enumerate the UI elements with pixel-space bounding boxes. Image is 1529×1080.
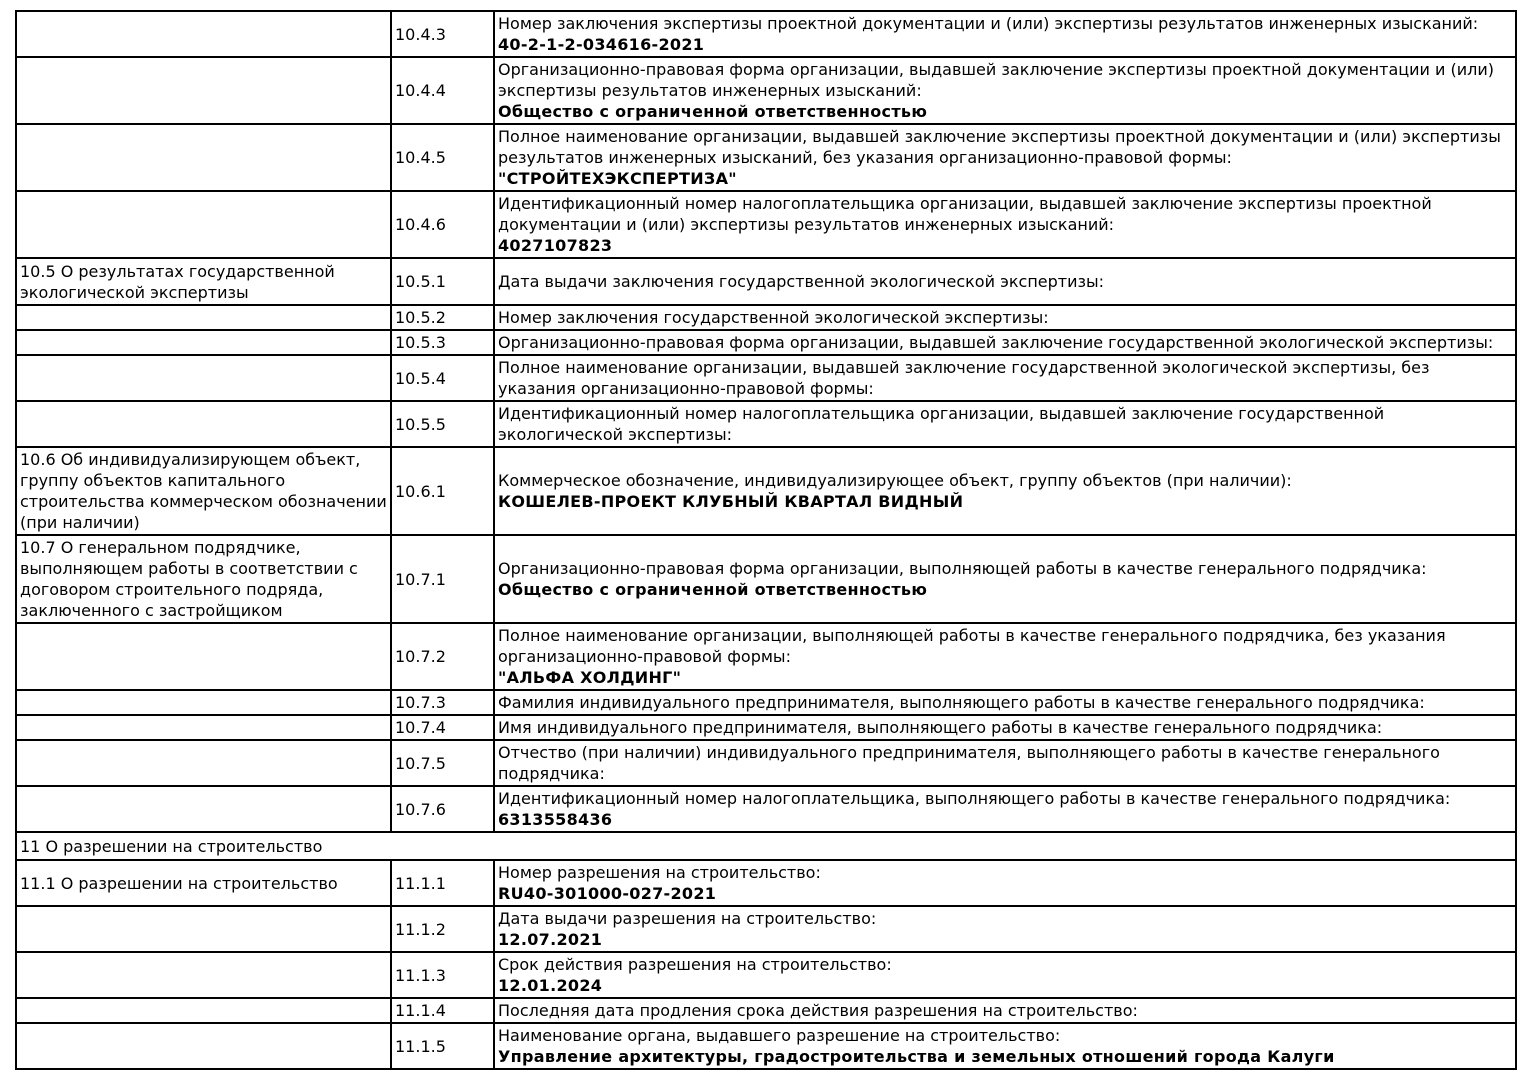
item-number-cell: 10.4.4	[391, 57, 494, 124]
field-value: Управление архитектуры, градостроительства и земельных отношений города Калуги	[498, 1047, 1335, 1066]
section-cell	[16, 690, 391, 715]
description-cell	[494, 690, 1516, 715]
field-label: Полное наименование организации, выполняющей работы в качестве генерального подрядчика, без указания организационно-правовой формы:	[498, 626, 1446, 666]
field-label: Срок действия разрешения на строительство:	[498, 955, 892, 974]
item-number-cell: 10.7.3	[391, 690, 494, 715]
description-cell	[494, 998, 1516, 1023]
field-value: RU40-301000-027-2021	[498, 884, 717, 903]
item-number-cell: 10.5.4	[391, 355, 494, 401]
section-cell	[16, 355, 391, 401]
item-number-cell: 10.7.1	[391, 535, 494, 623]
description-cell	[494, 305, 1516, 330]
item-number-cell: 10.6.1	[391, 447, 494, 535]
table-row	[16, 998, 1516, 1023]
section-cell	[16, 401, 391, 447]
item-number-cell: 10.7.6	[391, 786, 494, 832]
description-cell	[494, 330, 1516, 355]
table-row	[16, 740, 1516, 786]
section-cell	[16, 998, 391, 1023]
description-cell	[494, 1023, 1516, 1069]
section-cell	[16, 191, 391, 258]
description-cell	[494, 191, 1516, 258]
item-number-cell: 10.5.5	[391, 401, 494, 447]
item-number-cell: 10.7.2	[391, 623, 494, 690]
description-cell	[494, 740, 1516, 786]
field-label: Организационно-правовая форма организации, выполняющей работы в качестве генерального подрядчика:	[498, 559, 1427, 578]
field-value: 12.01.2024	[498, 976, 603, 995]
section-cell	[16, 952, 391, 998]
field-label: Отчество (при наличии) индивидуального предпринимателя, выполняющего работы в качестве генерального подрядчика:	[498, 743, 1440, 783]
table-row	[16, 535, 1516, 623]
table-row	[16, 623, 1516, 690]
item-number-cell: 10.5.3	[391, 330, 494, 355]
section-cell	[16, 124, 391, 191]
description-cell	[494, 952, 1516, 998]
description-cell	[494, 860, 1516, 906]
description-cell	[494, 57, 1516, 124]
section-header-row	[16, 832, 1516, 860]
description-cell	[494, 124, 1516, 191]
section-cell	[16, 1023, 391, 1069]
field-label: Наименование органа, выдавшего разрешение на строительство:	[498, 1026, 1061, 1045]
table-row	[16, 57, 1516, 124]
description-cell	[494, 623, 1516, 690]
field-label: Коммерческое обозначение, индивидуализирующее объект, группу объектов (при наличии):	[498, 471, 1292, 490]
table-row	[16, 952, 1516, 998]
item-number-cell: 10.5.2	[391, 305, 494, 330]
field-value: 4027107823	[498, 236, 613, 255]
section-cell	[16, 305, 391, 330]
field-label: Организационно-правовая форма организации, выдавшей заключение государственной экологической экспертизы:	[498, 333, 1494, 352]
field-label: Идентификационный номер налогоплательщика организации, выдавшей заключение государственной экологической экспертизы:	[498, 404, 1385, 444]
item-number-cell: 11.1.5	[391, 1023, 494, 1069]
item-number-cell: 11.1.2	[391, 906, 494, 952]
field-label: Имя индивидуального предпринимателя, выполняющего работы в качестве генерального подрядчика:	[498, 718, 1383, 737]
item-number-cell: 10.4.6	[391, 191, 494, 258]
table-row	[16, 305, 1516, 330]
field-value: 12.07.2021	[498, 930, 603, 949]
table-row	[16, 355, 1516, 401]
section-cell	[16, 57, 391, 124]
table-row	[16, 1023, 1516, 1069]
section-cell: 10.5 О результатах государственной экологической экспертизы	[16, 258, 391, 305]
table-row	[16, 447, 1516, 535]
table-row	[16, 191, 1516, 258]
field-value: "СТРОЙТЕХЭКСПЕРТИЗА"	[498, 169, 737, 188]
description-cell	[494, 535, 1516, 623]
description-cell	[494, 906, 1516, 952]
item-number-cell: 10.4.3	[391, 11, 494, 57]
description-cell	[494, 447, 1516, 535]
field-label: Номер заключения государственной экологической экспертизы:	[498, 308, 1049, 327]
item-number-cell: 10.4.5	[391, 124, 494, 191]
field-value: Общество с ограниченной ответственностью	[498, 580, 928, 599]
item-number-cell: 11.1.3	[391, 952, 494, 998]
table-row	[16, 690, 1516, 715]
field-label: Дата выдачи разрешения на строительство:	[498, 909, 877, 928]
description-cell	[494, 715, 1516, 740]
table-row	[16, 258, 1516, 305]
field-label: Идентификационный номер налогоплательщика организации, выдавшей заключение экспертизы проектной документации и (или) экспертизы результатов инженерных изысканий:	[498, 194, 1432, 234]
field-label: Организационно-правовая форма организации, выдавшей заключение экспертизы проектной документации и (или) экспертизы результатов инженерных изысканий:	[498, 60, 1495, 100]
section-cell	[16, 623, 391, 690]
section-cell	[16, 715, 391, 740]
table-row	[16, 330, 1516, 355]
table-row	[16, 715, 1516, 740]
field-label: Дата выдачи заключения государственной экологической экспертизы:	[498, 272, 1105, 291]
section-cell	[16, 786, 391, 832]
table-row	[16, 860, 1516, 906]
declaration-table	[15, 10, 1517, 1070]
section-cell	[16, 330, 391, 355]
description-cell	[494, 401, 1516, 447]
description-cell	[494, 786, 1516, 832]
table-row	[16, 11, 1516, 57]
section-cell: 10.6 Об индивидуализирующем объект, группу объектов капитального строительства коммерческом обозначении (при наличии)	[16, 447, 391, 535]
section-header-cell: 11 О разрешении на строительство	[16, 832, 1516, 860]
table-row	[16, 906, 1516, 952]
field-value: "АЛЬФА ХОЛДИНГ"	[498, 668, 682, 687]
description-cell	[494, 355, 1516, 401]
table-row	[16, 401, 1516, 447]
item-number-cell: 10.7.4	[391, 715, 494, 740]
field-value: 40-2-1-2-034616-2021	[498, 35, 705, 54]
section-cell	[16, 11, 391, 57]
section-cell: 10.7 О генеральном подрядчике, выполняющем работы в соответствии с договором строительного подряда, заключенного с застройщиком	[16, 535, 391, 623]
field-value: Общество с ограниченной ответственностью	[498, 102, 928, 121]
item-number-cell: 10.5.1	[391, 258, 494, 305]
field-label: Фамилия индивидуального предпринимателя, выполняющего работы в качестве генерального подрядчика:	[498, 693, 1425, 712]
field-label: Номер заключения экспертизы проектной документации и (или) экспертизы результатов инженерных изысканий:	[498, 14, 1479, 33]
field-value: 6313558436	[498, 810, 613, 829]
item-number-cell: 11.1.4	[391, 998, 494, 1023]
description-cell	[494, 258, 1516, 305]
field-label: Полное наименование организации, выдавшей заключение экспертизы проектной документации и (или) экспертизы результатов инженерных изысканий, без указания организационно-правовой формы:	[498, 127, 1501, 167]
description-cell	[494, 11, 1516, 57]
field-label: Полное наименование организации, выдавшей заключение государственной экологической экспертизы, без указания организационно-правовой формы:	[498, 358, 1430, 398]
table-row	[16, 124, 1516, 191]
section-cell	[16, 740, 391, 786]
field-label: Последняя дата продления срока действия разрешения на строительство:	[498, 1001, 1138, 1020]
item-number-cell: 11.1.1	[391, 860, 494, 906]
section-cell: 11.1 О разрешении на строительство	[16, 860, 391, 906]
table-row	[16, 786, 1516, 832]
section-cell	[16, 906, 391, 952]
item-number-cell: 10.7.5	[391, 740, 494, 786]
field-label: Номер разрешения на строительство:	[498, 863, 821, 882]
field-value: КОШЕЛЕВ-ПРОЕКТ КЛУБНЫЙ КВАРТАЛ ВИДНЫЙ	[498, 492, 964, 511]
field-label: Идентификационный номер налогоплательщика, выполняющего работы в качестве генерального подрядчика:	[498, 789, 1451, 808]
